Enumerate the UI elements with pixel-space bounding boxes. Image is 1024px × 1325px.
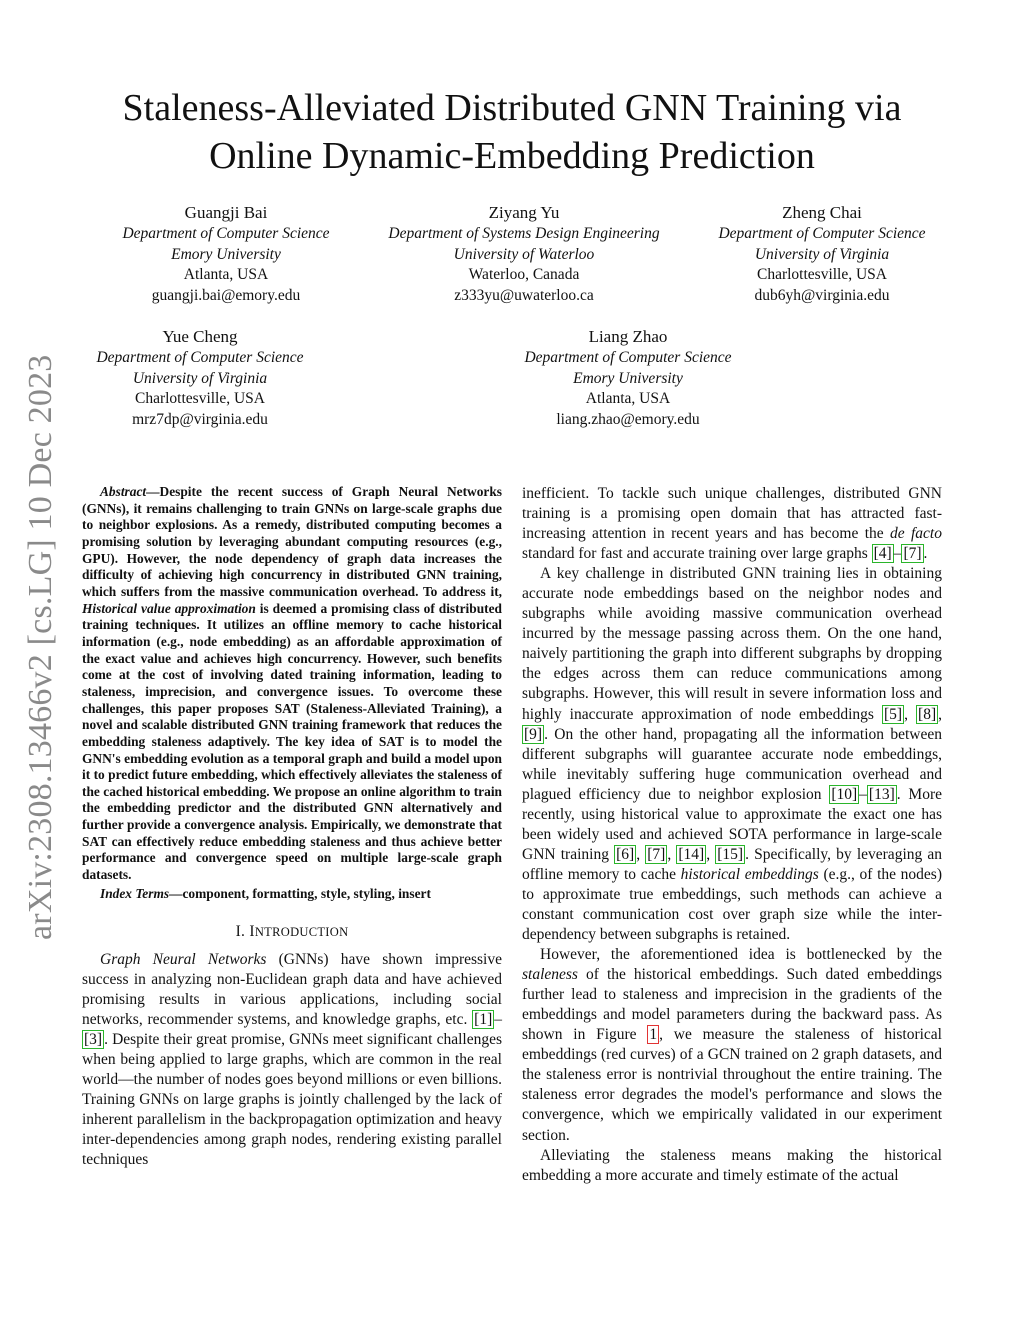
author-block-3 bbox=[690, 202, 954, 306]
punctuation: . bbox=[923, 545, 928, 563]
italic-term: de facto bbox=[890, 525, 942, 543]
author-org: University of Waterloo bbox=[453, 245, 595, 263]
paragraph-text: standard for fast and accurate training over large graphs bbox=[522, 545, 872, 563]
paragraph-text: , we measure the staleness of historical embeddings (red curves) of a GCN trained on 2 graph datasets, and the staleness error is nontrivial throughout the entire training. The staleness error degrades the model's performance and slows the convergence, which we empirically validated in our experiment section. bbox=[522, 1026, 942, 1144]
author-location: Charlottesville, USA bbox=[134, 390, 266, 407]
right-column bbox=[522, 484, 942, 1186]
citation-link[interactable]: [3] bbox=[84, 1030, 103, 1048]
author-org: Emory University bbox=[573, 369, 683, 387]
author-name: Ziyang Yu bbox=[488, 203, 560, 222]
title-line-2: Online Dynamic-Embedding Prediction bbox=[209, 135, 815, 177]
paragraph-text: (e.g., of the nodes) to approximate true embeddings, such methods can achieve a constant communication cost over graph size while the inter-dependency between subgraphs is retained. bbox=[522, 865, 943, 944]
author-org: University of Virginia bbox=[132, 369, 268, 387]
arxiv-side-stamp: arXiv:2308.13466v2 [cs.LG] 10 Dec 2023 bbox=[22, 354, 59, 940]
author-email[interactable]: dub6yh@virginia.edu bbox=[754, 286, 890, 304]
citation-link[interactable]: [8] bbox=[918, 705, 937, 723]
paragraph-text: inefficient. To tackle such unique challenges, distributed GNN training is a promising open domain that has attracted fast-increasing attention in recent years and has become the bbox=[522, 485, 942, 543]
punctuation: , bbox=[636, 845, 646, 863]
paragraph-text: . Despite their great promise, GNNs meet significant challenges when being applied to large graphs, which are common in the real world—the number of nodes goes beyond millions or even billions. Training GNNs on large graphs is jointly challenged by the lack of inherent parallelism in the backpropagation optimization and heavy inter-dependencies among graph nodes, rendering existing parallel techniques bbox=[82, 1030, 502, 1169]
italic-term: Graph Neural Networks bbox=[100, 950, 267, 968]
author-org: Emory University bbox=[171, 245, 281, 263]
section-title-rest: NTRODUCTION bbox=[254, 924, 349, 939]
range-dash: – bbox=[859, 785, 867, 803]
author-dept: Department of Computer Science bbox=[122, 225, 330, 242]
punctuation: , bbox=[667, 845, 677, 863]
author-location: Waterloo, Canada bbox=[468, 266, 580, 283]
punctuation: , bbox=[938, 705, 942, 723]
abstract bbox=[82, 484, 502, 884]
author-block-2 bbox=[364, 202, 684, 306]
citation-link[interactable]: [1] bbox=[474, 1010, 493, 1028]
paragraph-text: A key challenge in distributed GNN training lies in obtaining accurate node embeddings based on the neighbor nodes and subgraphs while avoiding massive communication overhead incurred by the message passing across them. On the one hand, naively partitioning the graph into different subgraphs by dropping the edges across them can reduce communications among subgraphs. However, this will result in severe information loss and highly inaccurate approximation of node embeddings bbox=[522, 565, 942, 723]
author-email[interactable]: guangji.bai@emory.edu bbox=[151, 286, 301, 304]
punctuation: , bbox=[706, 845, 716, 863]
author-block-4 bbox=[68, 326, 332, 430]
index-terms-text: —component, formatting, style, styling, insert bbox=[169, 885, 431, 901]
index-terms bbox=[82, 885, 502, 902]
citation-link[interactable]: [15] bbox=[717, 845, 744, 863]
paragraph-text: of the historical embeddings. Such dated embeddings further lead to staleness and imprecision in the gradients of the embeddings and model parameters during the backward pass. As shown in Figure bbox=[522, 966, 942, 1044]
intro-paragraph-2 bbox=[522, 564, 942, 945]
punctuation: , bbox=[904, 705, 917, 723]
citation-link[interactable]: [13] bbox=[868, 785, 895, 803]
section-heading-introduction bbox=[82, 922, 502, 942]
author-block-5 bbox=[496, 326, 760, 430]
author-dept: Department of Computer Science bbox=[96, 349, 304, 366]
abstract-text: —Despite the recent success of Graph Neural Networks (GNNs), it remains challenging to train GNNs on large-scale graphs due to neighbor explosions. As a remedy, distributed computing becomes a promising solution by leveraging abundant computing resources (e.g., GPU). However, the node dependency of graph data increases the difficulty of achieving high concurrency in distributed GNN training, which suffers from the massive communication overhead. To address it, bbox=[82, 484, 502, 599]
italic-term: staleness bbox=[522, 966, 578, 984]
index-terms-label: Index Terms bbox=[100, 885, 170, 901]
italic-term: historical embeddings bbox=[680, 865, 819, 883]
author-location: Atlanta, USA bbox=[183, 266, 269, 283]
citation-link[interactable]: [4] bbox=[873, 545, 892, 563]
author-location: Charlottesville, USA bbox=[756, 266, 888, 283]
intro-paragraph-4 bbox=[522, 1146, 942, 1186]
author-org: University of Virginia bbox=[754, 245, 890, 263]
range-dash: – bbox=[893, 545, 902, 563]
abstract-label: Abstract bbox=[100, 484, 147, 499]
paragraph-text: . On the other hand, propagating all the information between different subgraphs will guarantee accurate node embeddings, while inevitably suffering huge communication overhead and plagued efficiency due to neighbor explosion bbox=[522, 725, 942, 803]
author-dept: Department of Computer Science bbox=[718, 225, 926, 242]
paragraph-text: . More recently, using historical value to approximate the exact one has been widely used and achieved SOTA performance in large-scale GNN training bbox=[522, 785, 942, 863]
intro-paragraph-3 bbox=[522, 945, 942, 1145]
citation-link[interactable]: [5] bbox=[884, 705, 903, 723]
paragraph-text: . Specifically, by leveraging an offline memory to cache bbox=[522, 845, 943, 883]
author-name: Guangji Bai bbox=[184, 203, 268, 222]
section-initial: I bbox=[249, 922, 255, 940]
paragraph-text: (GNNs) have shown impressive success in analyzing non-Euclidean graph data and have achieved promising results in various applications, including social networks, recommender systems, and knowledge graphs, etc. bbox=[82, 950, 502, 1028]
range-dash: – bbox=[494, 1010, 502, 1028]
author-name: Zheng Chai bbox=[782, 203, 862, 222]
paper-title bbox=[60, 84, 964, 180]
author-email[interactable]: mrz7dp@virginia.edu bbox=[132, 410, 268, 428]
citation-link[interactable]: [10] bbox=[831, 785, 858, 803]
citation-link[interactable]: [14] bbox=[678, 845, 705, 863]
citation-link[interactable]: [9] bbox=[524, 725, 543, 743]
author-name: Liang Zhao bbox=[588, 327, 668, 346]
author-block-1 bbox=[94, 202, 358, 306]
paragraph-text: However, the aforementioned idea is bottlenecked by the bbox=[540, 946, 942, 964]
author-email[interactable]: liang.zhao@emory.edu bbox=[556, 410, 700, 428]
citation-link[interactable]: [7] bbox=[903, 545, 922, 563]
abstract-text-2: is deemed a promising class of distributed training techniques. It utilizes an offline memory to cache historical information (e.g., node embedding) as an affordable approximation of the exact value and achieves high concurrency. However, such benefits come at the cost of involving dated training information, leading to staleness, imprecision, and convergence issues. To overcome these challenges, this paper proposes SAT (Staleness-Alleviated Training), a novel and scalable distributed GNN training framework that reduces the embedding staleness adaptively. The key idea of SAT is to model the GNN's embedding evolution as a temporal graph and build a model upon it to predict future embedding, which effectively alleviates the staleness of the cached historical embedding. We propose an online algorithm to train the embedding predictor and the distributed GNN alternatively and further provide a convergence analysis. Empirically, we demonstrate that SAT can effectively reduce embedding staleness and thus achieve better performance and convergence speed on multiple large-scale graph datasets. bbox=[82, 600, 502, 883]
author-name: Yue Cheng bbox=[162, 327, 238, 346]
intro-paragraph-continued bbox=[522, 484, 942, 564]
paragraph-text: Alleviating the staleness means making the historical embedding a more accurate and timely estimate of the actual bbox=[522, 1146, 942, 1184]
citation-link[interactable]: [7] bbox=[647, 845, 666, 863]
author-location: Atlanta, USA bbox=[585, 390, 671, 407]
title-line-1: Staleness-Alleviated Distributed GNN Training via bbox=[122, 87, 902, 129]
intro-paragraph-1 bbox=[82, 950, 502, 1171]
author-dept: Department of Systems Design Engineering bbox=[388, 225, 660, 242]
author-dept: Department of Computer Science bbox=[524, 349, 732, 366]
figure-link[interactable]: 1 bbox=[649, 1026, 658, 1044]
citation-link[interactable]: [6] bbox=[616, 845, 635, 863]
author-email[interactable]: z333yu@uwaterloo.ca bbox=[454, 286, 594, 304]
section-number: I. bbox=[235, 922, 250, 940]
abstract-italic: Historical value approximation bbox=[82, 600, 256, 616]
left-column bbox=[82, 484, 502, 1170]
